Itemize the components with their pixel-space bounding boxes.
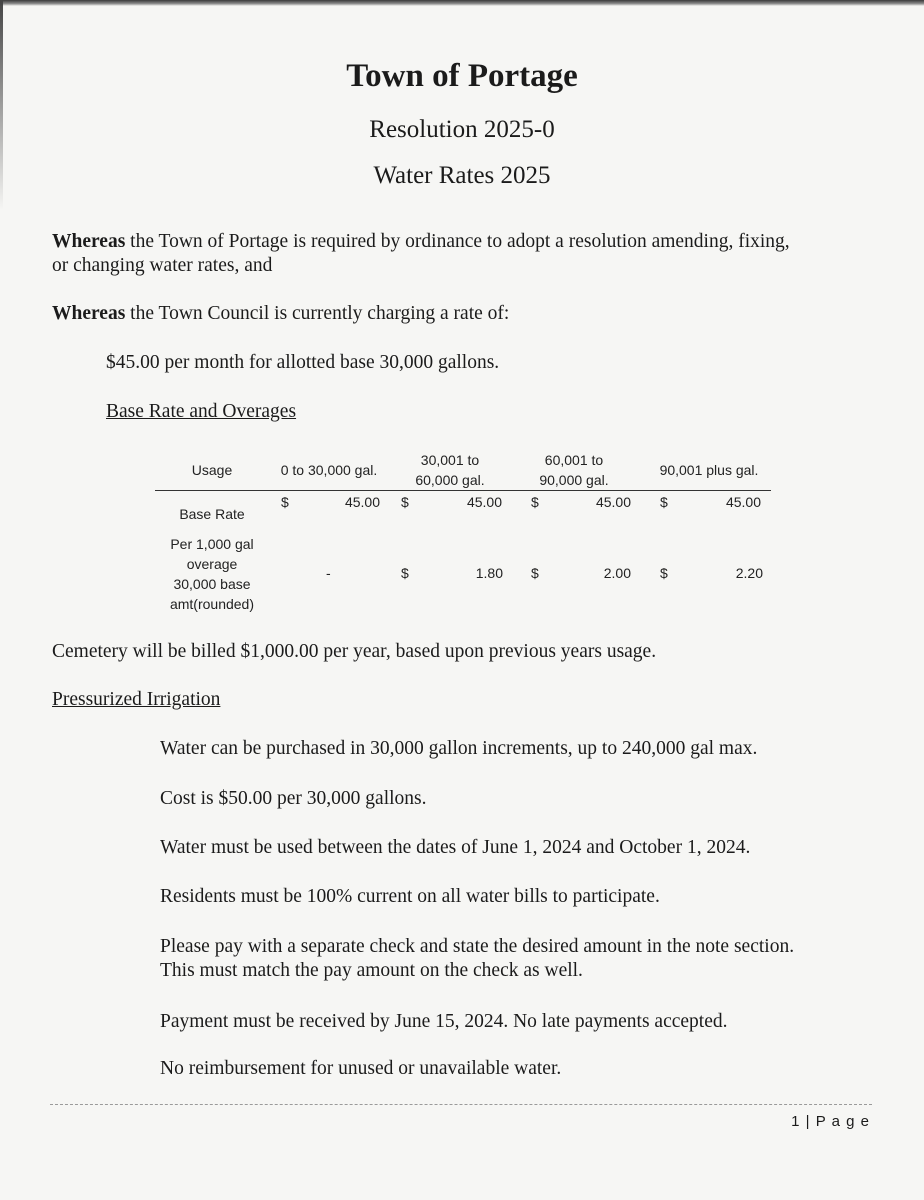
irrigation-deadline: Payment must be received by June 15, 2024. No late payments accepted. [160, 1011, 728, 1032]
base-rate-tier1: 45.00 [344, 494, 380, 510]
col-header-tier3-line2: 90,000 gal. [539, 472, 609, 488]
row-label-overage [152, 534, 272, 614]
col-header-tier2-line1: 30,001 to [420, 452, 480, 468]
irrigation-cost: Cost is $50.00 per 30,000 gallons. [160, 788, 427, 809]
currency-symbol: $ [401, 565, 409, 581]
overage-tier2: 1.80 [475, 565, 503, 581]
currency-symbol: $ [660, 565, 668, 581]
currency-symbol: $ [281, 494, 289, 510]
base-rate-tier4: 45.00 [725, 494, 761, 510]
whereas-text: the Town Council is currently charging a rate of: [125, 303, 510, 324]
document-title: Town of Portage [346, 58, 578, 94]
col-header-tier1: 0 to 30,000 gal. [280, 462, 378, 478]
section-heading-base-rate: Base Rate and Overages [106, 401, 297, 422]
irrigation-dates: Water must be used between the dates of June 1, 2024 and October 1, 2024. [160, 837, 751, 858]
currency-symbol: $ [531, 565, 539, 581]
irrigation-increments: Water can be purchased in 30,000 gallon increments, up to 240,000 gal max. [160, 738, 758, 759]
current-rate: $45.00 per month for allotted base 30,000 gallons. [106, 352, 500, 373]
col-header-tier3-line1: 60,001 to [544, 452, 604, 468]
row-label-overage-line2: overage [186, 556, 238, 572]
currency-symbol: $ [401, 494, 409, 510]
col-header-usage: Usage [191, 462, 233, 478]
whereas-text: the Town of Portage is required by ordinance to adopt a resolution amending, fixing, [125, 231, 790, 252]
base-rate-tier2: 45.00 [466, 494, 502, 510]
overage-tier3: 2.00 [603, 565, 631, 581]
overage-tier1: - [326, 565, 331, 581]
overage-tier4: 2.20 [735, 565, 763, 581]
currency-symbol: $ [660, 494, 668, 510]
document-subject: Water Rates 2025 [373, 162, 551, 189]
section-heading-irrigation: Pressurized Irrigation [52, 689, 221, 710]
row-label-base-rate: Base Rate [179, 506, 245, 522]
page-number: 1 | P a g e [791, 1113, 870, 1130]
irrigation-no-reimbursement: No reimbursement for unused or unavailable water. [160, 1058, 562, 1079]
irrigation-payment-line1: Please pay with a separate check and state the desired amount in the note section. [160, 936, 795, 957]
whereas-keyword: Whereas [52, 303, 126, 324]
irrigation-payment-instructions [160, 935, 794, 983]
row-label-overage-line4: amt(rounded) [169, 596, 255, 612]
table-header-rule [155, 490, 771, 491]
row-label-overage-line1: Per 1,000 gal [170, 536, 254, 552]
base-rate-tier3: 45.00 [595, 494, 631, 510]
whereas-text-cont: or changing water rates, and [52, 255, 273, 276]
irrigation-payment-line2: This must match the pay amount on the check as well. [160, 960, 583, 981]
irrigation-eligibility: Residents must be 100% current on all water bills to participate. [160, 886, 660, 907]
footer-divider [50, 1104, 872, 1105]
cemetery-note: Cemetery will be billed $1,000.00 per year, based upon previous years usage. [52, 641, 657, 662]
currency-symbol: $ [531, 494, 539, 510]
col-header-tier2 [398, 450, 502, 490]
col-header-tier4: 90,001 plus gal. [659, 462, 759, 478]
whereas-keyword: Whereas [52, 231, 126, 252]
row-label-overage-line3: 30,000 base [173, 576, 251, 592]
col-header-tier3 [522, 450, 626, 490]
col-header-tier2-line2: 60,000 gal. [415, 472, 485, 488]
resolution-number: Resolution 2025-0 [369, 116, 555, 143]
